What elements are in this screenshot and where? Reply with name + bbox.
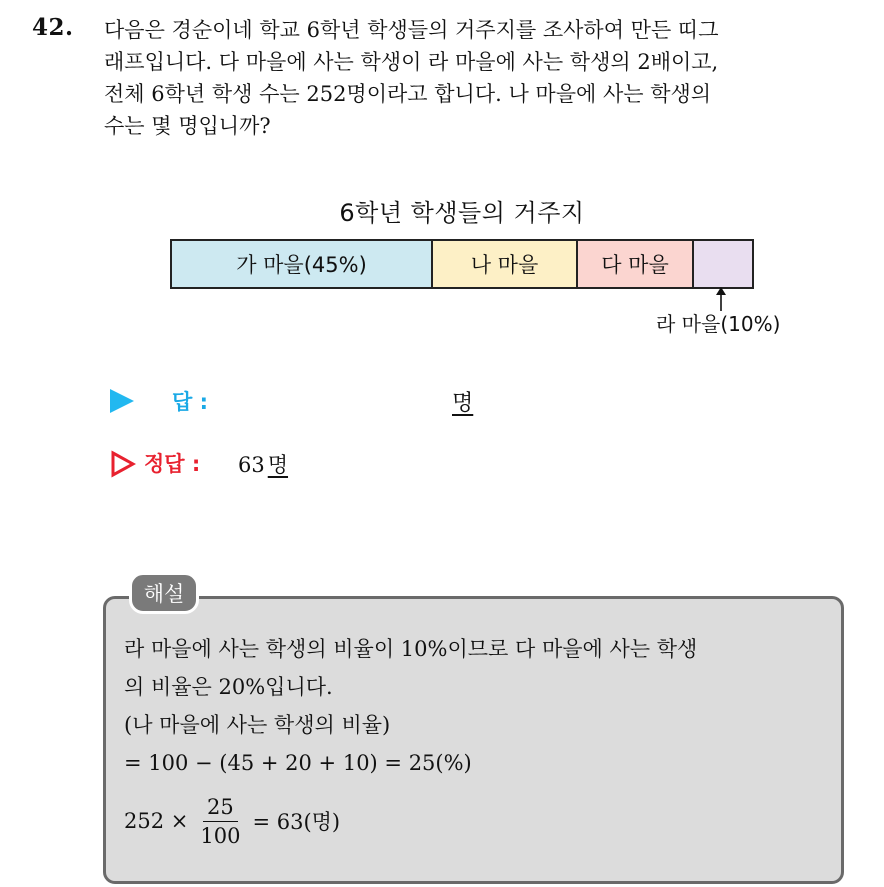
explanation-line: (나 마을에 사는 학생의 비율) (124, 713, 391, 737)
explanation-line: 라 마을에 사는 학생의 비율이 10%이므로 다 마을에 사는 학생 (124, 637, 698, 661)
correct-answer-number: 63 (238, 453, 265, 477)
strip-segment: 다 마을 (578, 241, 694, 287)
strip-segment (694, 241, 752, 287)
explanation-line: 의 비율은 20%입니다. (124, 675, 333, 699)
ra-village-label: 라 마을(10%) (656, 312, 781, 336)
play-icon (110, 389, 134, 413)
answer-row (110, 386, 610, 418)
chart-title: 6학년 학생들의 거주지 (339, 199, 585, 227)
explanation-tag: 해설 (129, 572, 199, 614)
question-text (104, 14, 862, 142)
strip-graph (170, 239, 754, 289)
correct-answer-unit: 명 (267, 453, 289, 477)
question-number: 42. (32, 14, 74, 41)
explanation-text (124, 630, 834, 782)
answer-label: 답 : (172, 390, 208, 414)
fraction-numerator: 25 (203, 793, 238, 822)
question-line: 다음은 경순이네 학교 6학년 학생들의 거주지를 조사하여 만든 띠그 (104, 18, 719, 42)
question-line: 수는 몇 명입니까? (104, 114, 271, 138)
correct-answer-value (238, 449, 288, 479)
strip-segment: 나 마을 (433, 241, 578, 287)
question-line: 래프입니다. 다 마을에 사는 학생이 라 마을에 사는 학생의 2배이고, (104, 50, 719, 74)
formula-suffix: = 63(명) (252, 810, 341, 834)
question-line: 전체 6학년 학생 수는 252명이라고 합니다. 나 마을에 사는 학생의 (104, 82, 712, 106)
strip-segment: 가 마을(45%) (172, 241, 433, 287)
outline-play-icon (110, 450, 136, 478)
correct-answer-label: 정답 : (144, 452, 201, 476)
fraction-denominator: 100 (200, 823, 241, 848)
correct-answer-row (110, 447, 610, 481)
fraction (196, 793, 244, 850)
explanation-formula (124, 786, 340, 856)
formula-prefix: 252 × (124, 809, 189, 833)
answer-input[interactable]: 명 (452, 391, 474, 416)
explanation-line: = 100 − (45 + 20 + 10) = 25(%) (124, 751, 472, 775)
